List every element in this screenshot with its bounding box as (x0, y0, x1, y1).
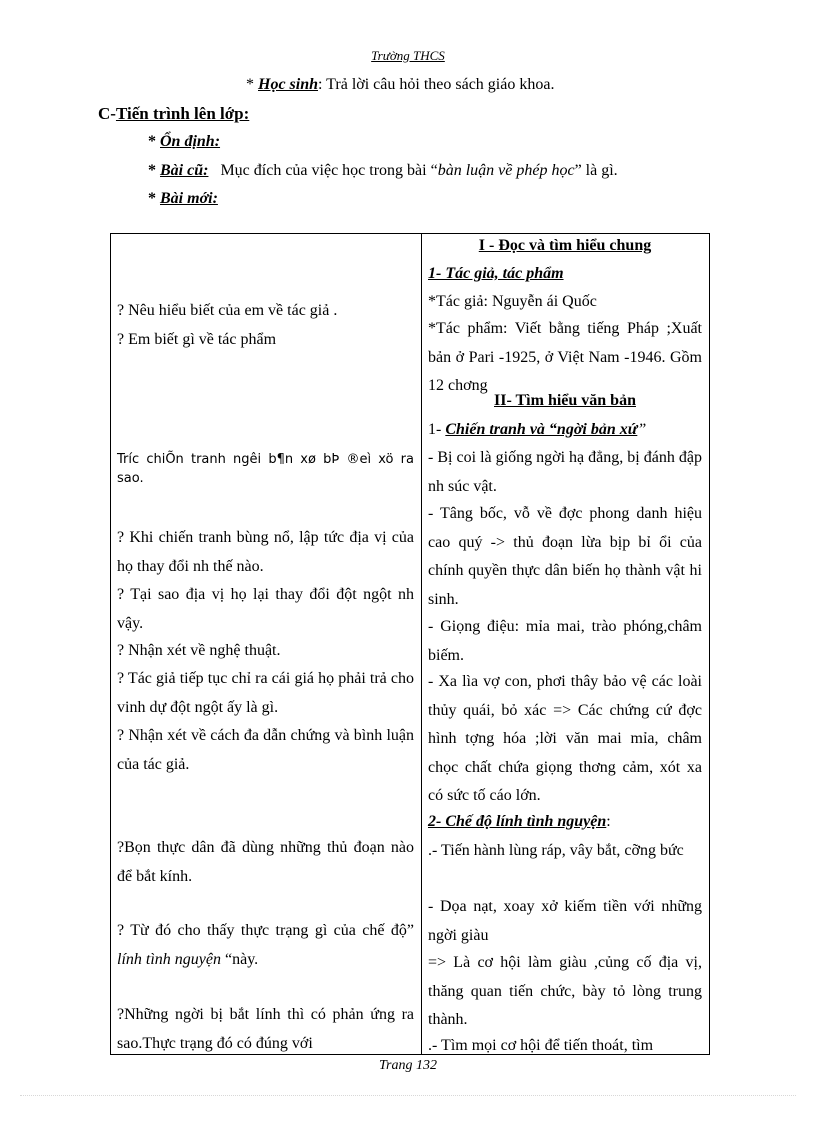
point-sacrifice: - Xa lìa vợ con, phơi thây bảo vệ các loài thủy quái, bỏ xác => Các chứng cứ đợc hình tợng hóa ;lời văn mai mỉa, châm chọc chất chứa giọng thơng cảm, xót xa có sức tố cáo lớn. (428, 673, 702, 804)
question-why-change: ? Tại sao địa vị họ lại thay đổi đột ngột nh vậy. (117, 586, 414, 632)
step-on-dinh (148, 133, 220, 151)
heading-part2: II- Tìm hiểu văn bản (494, 392, 636, 409)
author-info: *Tác giả: Nguyễn ái Quốc (428, 293, 597, 310)
step-text: Mục đích của việc học trong bài “ (208, 162, 438, 179)
question-war-status: ? Khi chiến tranh bùng nổ, lập tức địa vị của họ thay đổi nh thế nào. (117, 529, 414, 575)
step-label: Bài cũ: (160, 162, 209, 179)
heading-war-text: Chiến tranh và “ngời bản xứ (445, 421, 638, 438)
step-quote: bàn luận về phép học (437, 162, 575, 179)
step-star: * (148, 162, 160, 179)
heading-author-work: 1- Tác giả, tác phẩm (428, 265, 564, 282)
point-escape: .- Tìm mọi cơ hội để tiến thoát, tìm (428, 1037, 654, 1054)
question-reality-end: “này. (220, 950, 259, 968)
point-threats: - Dọa nạt, xoay xở kiếm tiền với những ngời giàu (428, 898, 702, 944)
section-heading (98, 104, 249, 124)
step-bai-cu (148, 162, 618, 180)
table-divider (421, 233, 422, 1055)
heading-war-natives (428, 416, 702, 445)
step-star: * (148, 190, 160, 207)
question-reality (117, 917, 414, 974)
point-flattery: - Tâng bốc, vỗ về đợc phong danh hiệu cao quý -> thủ đoạn lừa bịp bỉ ổi của chính quyền thực dân biến họ thành vật hi sinh. (428, 505, 702, 608)
question-reaction: ?Những ngời bị bắt lính thì có phản ứng ra sao.Thực trạng đó có đúng với (117, 1006, 414, 1052)
page-number: Trang 132 (379, 1058, 437, 1073)
student-text: : Trả lời câu hỏi theo sách giáo khoa. (318, 76, 555, 93)
step-bai-moi (148, 190, 218, 208)
point-inferior: - Bị coi là giống ngời hạ đẳng, bị đánh đập nh súc vật. (428, 449, 702, 495)
heading-volunteer-regime (428, 808, 702, 837)
section-prefix: C- (98, 104, 116, 123)
heading-part1: I - Đọc và tìm hiểu chung (478, 237, 652, 254)
heading-volunteer-suffix: : (606, 813, 611, 830)
step-label: Ổn định: (160, 133, 221, 150)
question-reality-term: lính tình nguyện (117, 950, 221, 968)
question-art: ? Nhận xét về nghệ thuật. (117, 642, 281, 659)
question-tactics: ?Bọn thực dân đã dùng những thủ đoạn nào để bắt kính. (117, 839, 414, 885)
heading-volunteer-text: 2- Chế độ lính tình nguyện (428, 813, 607, 830)
garbled-question: Tríc chiÕn tranh ngêi b¶n xø bÞ ®eì xö ra sao. (117, 452, 414, 486)
question-author: ? Nêu hiểu biết của em về tác giả . (117, 302, 338, 319)
page-header: Trường THCS (371, 48, 445, 63)
heading-war-suffix: ” (637, 421, 647, 438)
step-label: Bài mới: (160, 190, 218, 207)
student-star: * (246, 76, 258, 93)
question-work: ? Em biết gì về tác phẩm (117, 331, 277, 348)
step-text-end: ” là gì. (574, 162, 618, 179)
question-evidence: ? Nhận xét về cách đa dẫn chứng và bình luận của tác giả. (117, 727, 414, 773)
heading-war-prefix: 1- (428, 421, 446, 438)
section-title: Tiến trình lên lớp: (115, 104, 250, 123)
step-star: * (148, 133, 160, 150)
page-bottom-rule (20, 1095, 796, 1096)
question-price: ? Tác giả tiếp tục chỉ ra cái giá họ phải trả cho vinh dự đột ngột ấy là gì. (117, 670, 414, 716)
point-tone: - Giọng điệu: mỉa mai, trào phóng,châm biếm. (428, 618, 702, 664)
point-raids: .- Tiến hành lùng ráp, vây bắt, cỡng bức (428, 842, 684, 859)
question-reality-text: ? Từ đó cho thấy thực trạng gì của chế độ” (117, 922, 414, 939)
student-label: Học sinh (258, 76, 319, 93)
student-line (246, 76, 554, 94)
work-info: *Tác phẩm: Viết bằng tiếng Pháp ;Xuất bản ở Pari -1925, ở Việt Nam -1946. Gồm 12 chơng (428, 320, 702, 394)
point-enrich: => Là cơ hội làm giàu ,củng cố địa vị, thăng quan tiến chức, bày tỏ lòng trung thành. (428, 954, 702, 1028)
